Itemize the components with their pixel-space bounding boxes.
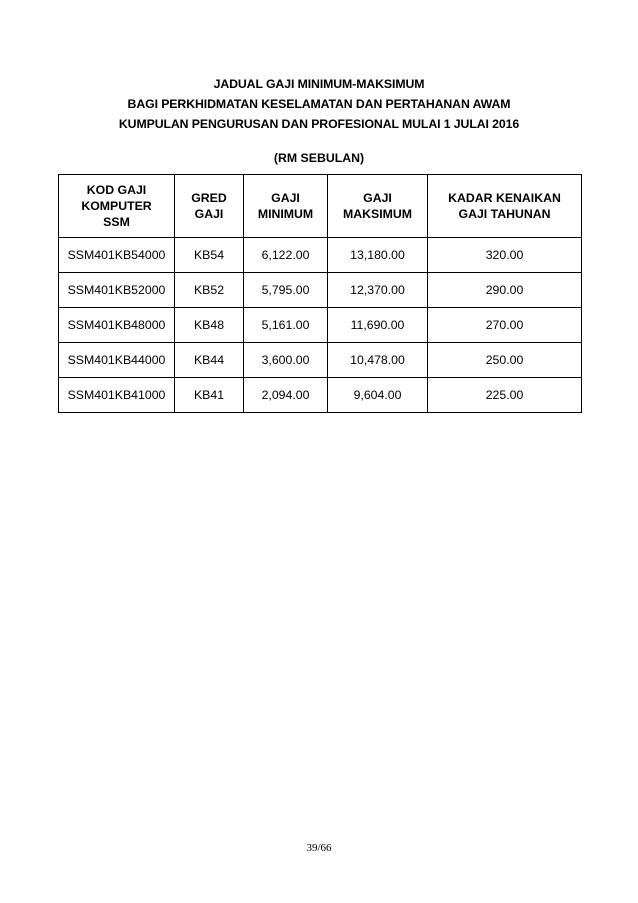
table-row bbox=[59, 378, 582, 413]
header-line: GAJI bbox=[363, 191, 392, 205]
header-line: GAJI bbox=[271, 191, 300, 205]
header-line: KOD GAJI bbox=[86, 183, 147, 197]
header-kadar-kenaikan bbox=[428, 175, 582, 238]
cell-kadar-kenaikan: 250.00 bbox=[428, 343, 582, 378]
table-row bbox=[59, 273, 582, 308]
cell-gaji-minimum: 5,795.00 bbox=[244, 273, 328, 308]
header-gaji-minimum bbox=[244, 175, 328, 238]
title-line-2: BAGI PERKHIDMATAN KESELAMATAN DAN PERTAHANAN AWAM bbox=[127, 97, 511, 111]
cell-gaji-minimum: 6,122.00 bbox=[244, 238, 328, 273]
header-gaji-maksimum bbox=[328, 175, 428, 238]
header-line: KADAR KENAIKAN bbox=[448, 191, 561, 205]
salary-table bbox=[58, 174, 582, 413]
header-line: MAKSIMUM bbox=[343, 207, 412, 221]
title-line-3: KUMPULAN PENGURUSAN DAN PROFESIONAL MULAI 1 JULAI 2016 bbox=[118, 117, 520, 131]
cell-gred: KB48 bbox=[175, 308, 244, 343]
cell-gaji-minimum: 3,600.00 bbox=[244, 343, 328, 378]
title-line-1: JADUAL GAJI MINIMUM-MAKSIMUM bbox=[213, 77, 425, 91]
table-row bbox=[59, 238, 582, 273]
cell-kadar-kenaikan: 225.00 bbox=[428, 378, 582, 413]
cell-gred: KB44 bbox=[175, 343, 244, 378]
cell-kod-gaji: SSM401KB54000 bbox=[59, 238, 175, 273]
cell-kod-gaji: SSM401KB48000 bbox=[59, 308, 175, 343]
cell-kadar-kenaikan: 290.00 bbox=[428, 273, 582, 308]
cell-kod-gaji: SSM401KB52000 bbox=[59, 273, 175, 308]
cell-gaji-maksimum: 11,690.00 bbox=[328, 308, 428, 343]
cell-gaji-minimum: 5,161.00 bbox=[244, 308, 328, 343]
cell-kod-gaji: SSM401KB41000 bbox=[59, 378, 175, 413]
header-line: GRED bbox=[191, 191, 227, 205]
cell-kadar-kenaikan: 270.00 bbox=[428, 308, 582, 343]
cell-kadar-kenaikan: 320.00 bbox=[428, 238, 582, 273]
cell-gaji-maksimum: 13,180.00 bbox=[328, 238, 428, 273]
header-line: MINIMUM bbox=[257, 207, 314, 221]
cell-gaji-maksimum: 9,604.00 bbox=[328, 378, 428, 413]
header-kod-gaji bbox=[59, 175, 175, 238]
header-line: KOMPUTER bbox=[81, 199, 152, 213]
cell-gred: KB41 bbox=[175, 378, 244, 413]
cell-gaji-maksimum: 10,478.00 bbox=[328, 343, 428, 378]
header-line: GAJI TAHUNAN bbox=[458, 207, 551, 221]
header-gred-gaji bbox=[175, 175, 244, 238]
document-title bbox=[0, 74, 638, 134]
page-number: 39/66 bbox=[306, 842, 332, 854]
header-line: GAJI bbox=[194, 207, 224, 221]
cell-gaji-minimum: 2,094.00 bbox=[244, 378, 328, 413]
cell-gaji-maksimum: 12,370.00 bbox=[328, 273, 428, 308]
table-header-row bbox=[59, 175, 582, 238]
cell-gred: KB52 bbox=[175, 273, 244, 308]
header-line: SSM bbox=[103, 215, 130, 229]
cell-gred: KB54 bbox=[175, 238, 244, 273]
cell-kod-gaji: SSM401KB44000 bbox=[59, 343, 175, 378]
currency-unit-label: (RM SEBULAN) bbox=[273, 151, 365, 165]
table-row bbox=[59, 343, 582, 378]
table-row bbox=[59, 308, 582, 343]
